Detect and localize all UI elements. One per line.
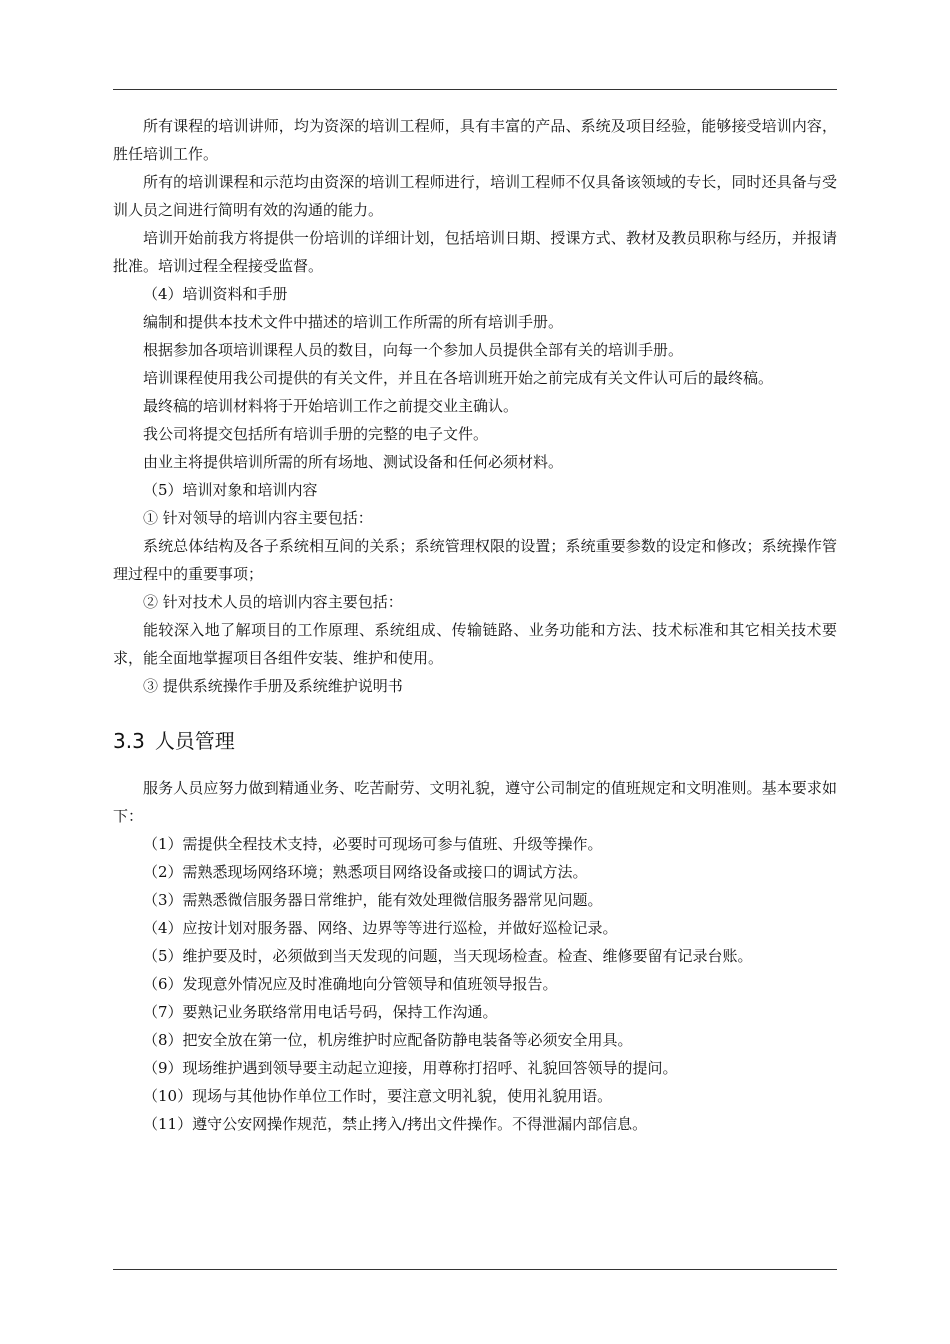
- list-item: （8）把安全放在第一位，机房维护时应配备防静电装备等必须安全用具。: [143, 1031, 633, 1049]
- section-number: 3.3: [113, 729, 145, 753]
- list-item: （1）需提供全程技术支持，必要时可现场可参与值班、升级等操作。: [143, 835, 603, 853]
- section-heading: [113, 726, 837, 756]
- header-rule: [113, 89, 837, 90]
- list-item: （10）现场与其他协作单位工作时，要注意文明礼貌，使用礼貌用语。: [143, 1087, 613, 1105]
- list-item: ② 针对技术人员的培训内容主要包括：: [143, 593, 403, 611]
- paragraph: 所有课程的培训讲师，均为资深的培训工程师，具有丰富的产品、系统及项目经验，能够接受培训内容，胜任培训工作。: [113, 117, 837, 163]
- paragraph: 根据参加各项培训课程人员的数目，向每一个参加人员提供全部有关的培训手册。: [143, 341, 684, 359]
- list-item: （4）应按计划对服务器、网络、边界等等进行巡检，并做好巡检记录。: [143, 919, 618, 937]
- paragraph: 最终稿的培训材料将于开始培训工作之前提交业主确认。: [143, 397, 519, 415]
- paragraph: 培训课程使用我公司提供的有关文件，并且在各培训班开始之前完成有关文件认可后的最终稿。: [143, 369, 774, 387]
- footer-rule: [113, 1269, 837, 1270]
- list-item: ③ 提供系统操作手册及系统维护说明书: [143, 677, 403, 695]
- subheading: （5）培训对象和培训内容: [143, 481, 318, 499]
- list-item: （5）维护要及时，必须做到当天发现的问题，当天现场检查。检查、维修要留有记录台账。: [143, 947, 753, 965]
- list-item: （9）现场维护遇到领导要主动起立迎接，用尊称打招呼、礼貌回答领导的提问。: [143, 1059, 678, 1077]
- list-item: （2）需熟悉现场网络环境；熟悉项目网络设备或接口的调试方法。: [143, 863, 588, 881]
- page-body: [113, 112, 837, 1138]
- paragraph: 培训开始前我方将提供一份培训的详细计划，包括培训日期、授课方式、教材及教员职称与经历，并报请批准。培训过程全程接受监督。: [113, 229, 837, 275]
- list-item: （6）发现意外情况应及时准确地向分管领导和值班领导报告。: [143, 975, 558, 993]
- paragraph: 所有的培训课程和示范均由资深的培训工程师进行，培训工程师不仅具备该领域的专长，同时还具备与受训人员之间进行简明有效的沟通的能力。: [113, 173, 837, 219]
- paragraph: 编制和提供本技术文件中描述的培训工作所需的所有培训手册。: [143, 313, 564, 331]
- list-item: ① 针对领导的培训内容主要包括：: [143, 509, 373, 527]
- section-title: 人员管理: [154, 729, 235, 753]
- paragraph: 服务人员应努力做到精通业务、吃苦耐劳、文明礼貌，遵守公司制定的值班规定和文明准则。基本要求如下：: [113, 779, 837, 825]
- subheading: （4）培训资料和手册: [143, 285, 288, 303]
- paragraph: 由业主将提供培训所需的所有场地、测试设备和任何必须材料。: [143, 453, 564, 471]
- paragraph: 我公司将提交包括所有培训手册的完整的电子文件。: [143, 425, 489, 443]
- list-item: （7）要熟记业务联络常用电话号码，保持工作沟通。: [143, 1003, 498, 1021]
- list-item: （11）遵守公安网操作规范，禁止拷入/拷出文件操作。不得泄漏内部信息。: [143, 1115, 648, 1133]
- paragraph: 能较深入地了解项目的工作原理、系统组成、传输链路、业务功能和方法、技术标准和其它相关技术要求，能全面地掌握项目各组件安装、维护和使用。: [113, 621, 837, 667]
- list-item: （3）需熟悉微信服务器日常维护，能有效处理微信服务器常见问题。: [143, 891, 603, 909]
- paragraph: 系统总体结构及各子系统相互间的关系；系统管理权限的设置；系统重要参数的设定和修改；系统操作管理过程中的重要事项；: [113, 537, 837, 583]
